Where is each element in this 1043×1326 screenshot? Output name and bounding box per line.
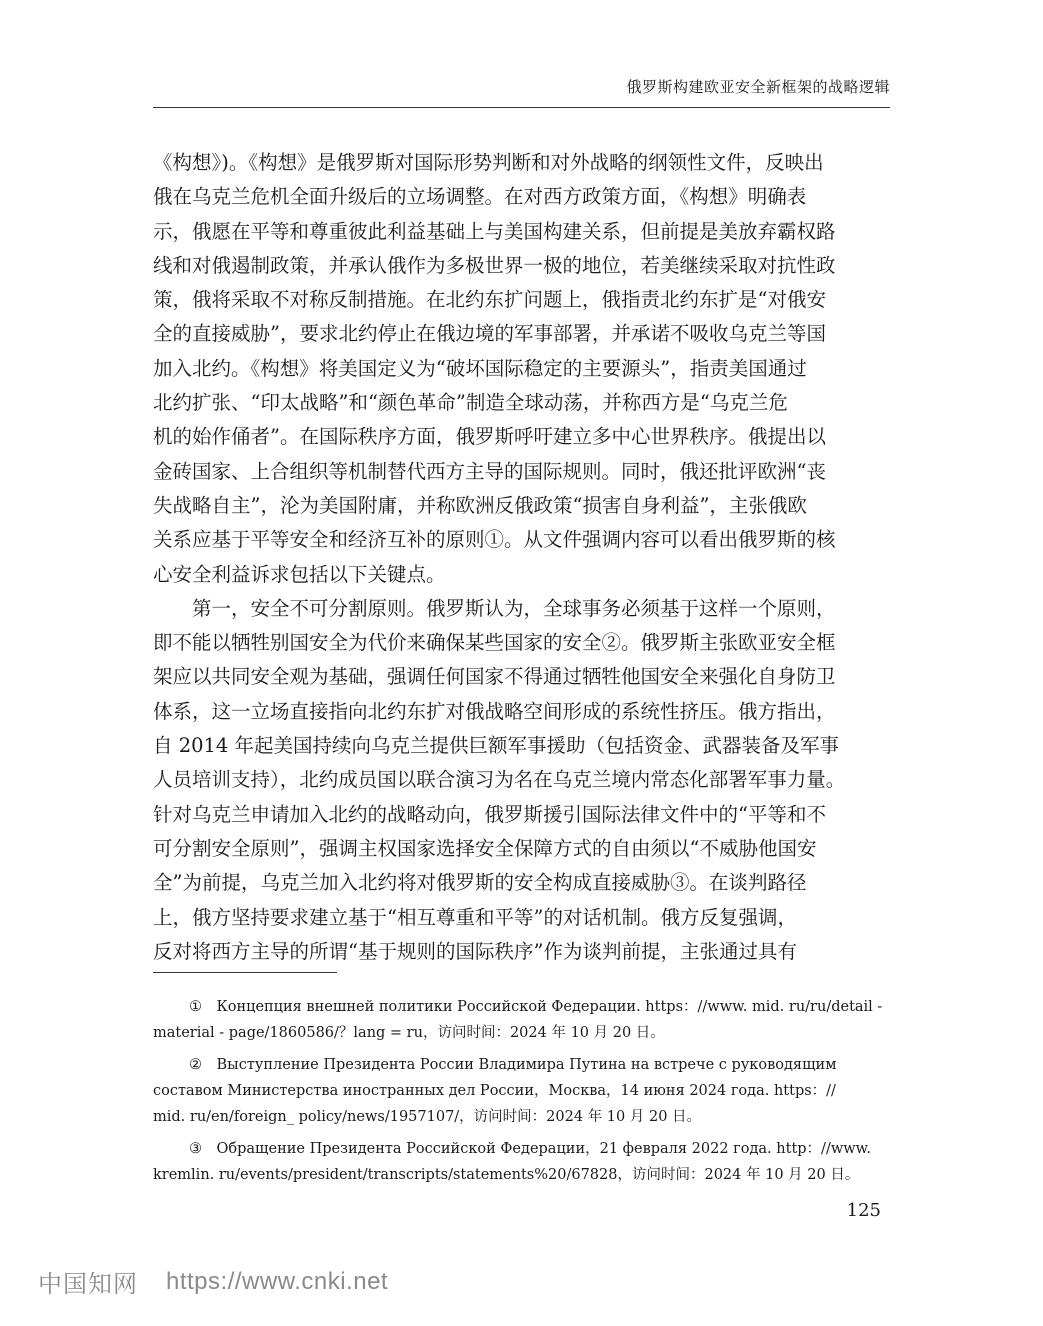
body-line: 即不能以牺牲别国安全为代价来确保某些国家的安全②。俄罗斯主张欧亚安全框 bbox=[153, 631, 836, 655]
body-line: 反对将西方主导的所谓“基于规则的国际秩序”作为谈判前提，主张通过具有 bbox=[153, 939, 797, 963]
footnote-line: mid. ru/en/foreign_ policy/news/1957107/，访问时间：2024 年 10 月 20 日。 bbox=[153, 1109, 702, 1125]
body-line: 自 2014 年起美国持续向乌克兰提供巨额军事援助（包括资金、武器装备及军事 bbox=[153, 734, 840, 758]
body-line: 心安全利益诉求包括以下关键点。 bbox=[153, 562, 446, 586]
body-text bbox=[153, 146, 890, 969]
body-line: 全的直接威胁”，要求北约停止在俄边境的军事部署，并承诺不吸收乌克兰等国 bbox=[153, 322, 826, 346]
footnote-rule bbox=[153, 972, 337, 973]
footnote-line: составом Министерства иностранных дел России，Москва，14 июня 2024 года. https：// bbox=[153, 1083, 836, 1099]
page-number: 125 bbox=[846, 1200, 881, 1221]
running-header: 俄罗斯构建欧亚安全新框架的战略逻辑 bbox=[626, 78, 890, 96]
watermark-url: https://www.cnki.net bbox=[166, 1267, 389, 1295]
footnote-line: kremlin. ru/events/president/transcripts/statements%20/67828，访问时间：2024 年 10 月 20 日。 bbox=[153, 1167, 860, 1183]
header-rule bbox=[153, 107, 890, 108]
body-line: 失战略自主”，沦为美国附庸，并称欧洲反俄政策“损害自身利益”，主张俄欧 bbox=[153, 493, 807, 517]
body-line: 金砖国家、上合组织等机制替代西方主导的国际规则。同时，俄还批评欧洲“丧 bbox=[153, 459, 826, 483]
body-line: 策，俄将采取不对称反制措施。在北约东扩问题上，俄指责北约东扩是“对俄安 bbox=[153, 288, 826, 312]
watermark bbox=[38, 1264, 388, 1299]
body-line: 架应以共同安全观为基础，强调任何国家不得通过牺牲他国安全来强化自身防卫 bbox=[153, 665, 836, 689]
footnote-line: ① Концепция внешней политики Российской Федерации. https：//www. mid. ru/ru/detail - bbox=[189, 999, 883, 1015]
footnote-2 bbox=[153, 1052, 890, 1130]
body-line: 上，俄方坚持要求建立基于“相互尊重和平等”的对话机制。俄方反复强调， bbox=[153, 905, 797, 929]
footnote-1 bbox=[153, 994, 890, 1046]
body-line: 线和对俄遏制政策，并承认俄作为多极世界一极的地位，若美继续采取对抗性政 bbox=[153, 253, 836, 277]
body-line: 关系应基于平等安全和经济互补的原则①。从文件强调内容可以看出俄罗斯的核 bbox=[153, 528, 836, 552]
footnotes bbox=[153, 994, 890, 1188]
footnote-line: ③ Обращение Президента Российской Федерации，21 февраля 2022 года. http：//www. bbox=[189, 1141, 871, 1157]
body-line: 可分割安全原则”，强调主权国家选择安全保障方式的自由须以“不威胁他国安 bbox=[153, 836, 817, 860]
body-line: 示，俄愿在平等和尊重彼此利益基础上与美国构建关系，但前提是美放弃霸权路 bbox=[153, 219, 836, 243]
body-line: 人员培训支持），北约成员国以联合演习为名在乌克兰境内常态化部署军事力量。 bbox=[153, 768, 846, 792]
body-line: 俄在乌克兰危机全面升级后的立场调整。在对西方政策方面，《构想》明确表 bbox=[153, 185, 807, 209]
footnote-line: ② Выступление Президента России Владимира Путина на встрече с руководящим bbox=[189, 1057, 837, 1073]
watermark-brand: 中国知网 bbox=[38, 1271, 138, 1298]
body-line: 第一，安全不可分割原则。俄罗斯认为，全球事务必须基于这样一个原则， bbox=[153, 596, 836, 620]
body-line: 针对乌克兰申请加入北约的战略动向，俄罗斯援引国际法律文件中的“平等和不 bbox=[153, 802, 826, 826]
body-line: 北约扩张、“印太战略”和“颜色革命”制造全球动荡，并称西方是“乌克兰危 bbox=[153, 391, 788, 415]
footnote-3 bbox=[153, 1136, 890, 1188]
body-line: 体系，这一立场直接指向北约东扩对俄战略空间形成的系统性挤压。俄方指出， bbox=[153, 699, 836, 723]
body-line: 《构想》)。《构想》是俄罗斯对国际形势判断和对外战略的纲领性文件，反映出 bbox=[153, 151, 824, 174]
body-line: 加入北约。《构想》将美国定义为“破坏国际稳定的主要源头”，指责美国通过 bbox=[153, 356, 807, 380]
body-line: 机的始作俑者”。在国际秩序方面，俄罗斯呼吁建立多中心世界秩序。俄提出以 bbox=[153, 425, 826, 449]
body-line: 全”为前提，乌克兰加入北约将对俄罗斯的安全构成直接威胁③。在谈判路径 bbox=[153, 871, 807, 895]
footnote-line: material - page/1860586/？lang = ru，访问时间：2024 年 10 月 20 日。 bbox=[153, 1025, 665, 1041]
